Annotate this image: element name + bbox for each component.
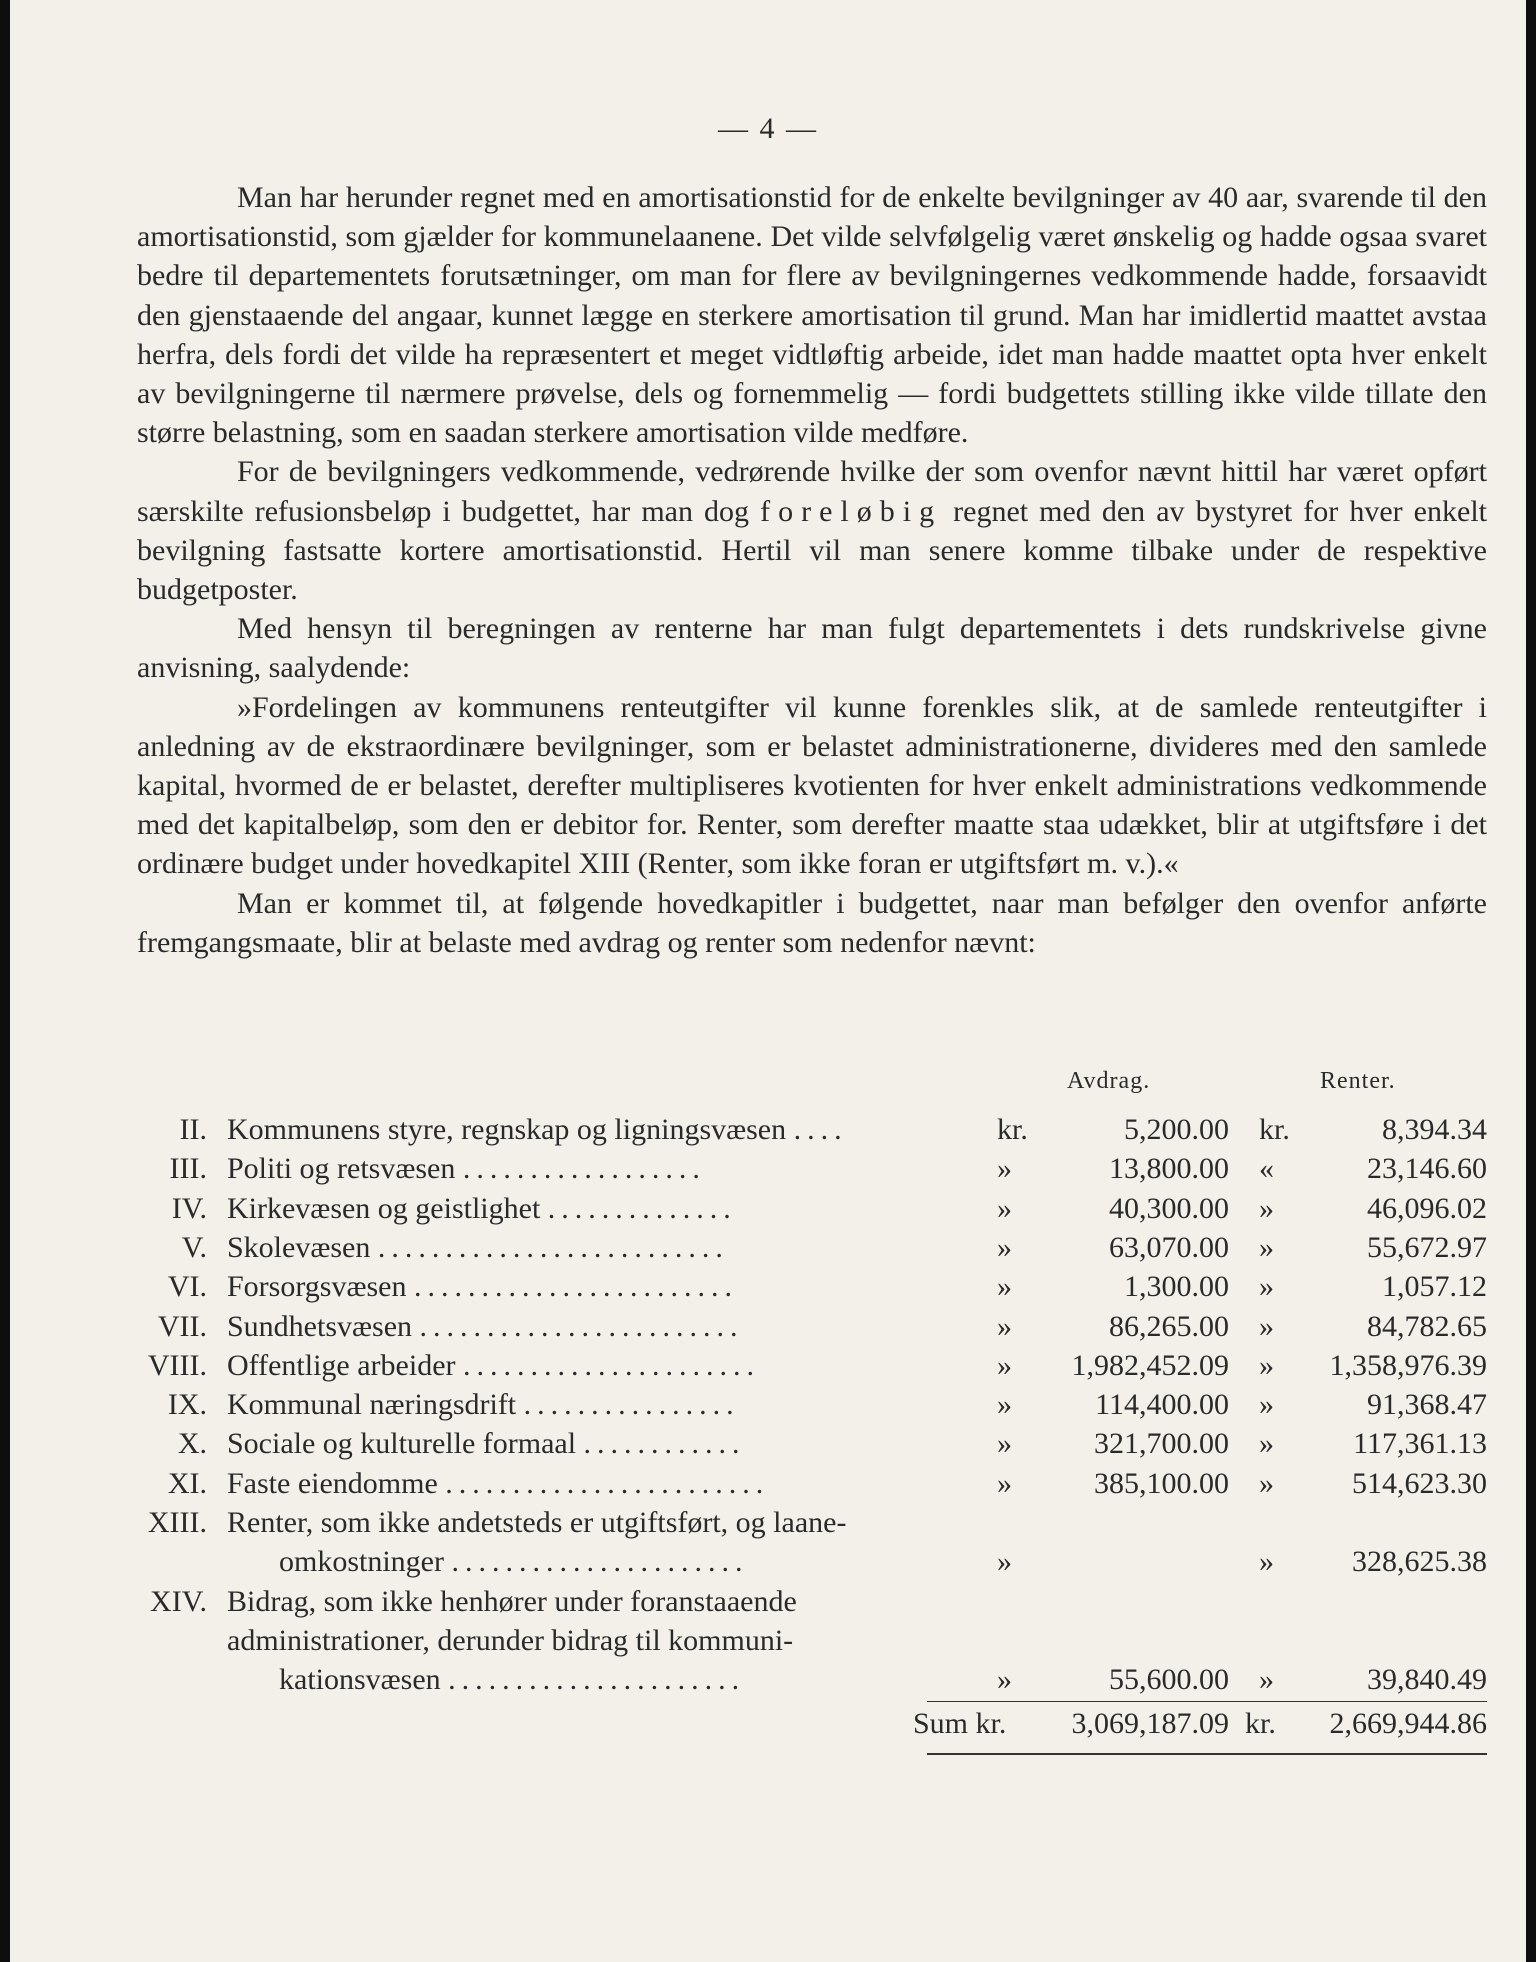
avdrag-value: 86,265.00 (1109, 1309, 1229, 1343)
avdrag-value: 1,300.00 (1124, 1270, 1229, 1304)
row-label (227, 1270, 827, 1304)
row-number: XIII. (147, 1506, 207, 1539)
row-label (227, 1231, 827, 1265)
row-label-text: Kommunal næringsdrift (227, 1388, 517, 1422)
page-number: — 4 — (718, 112, 818, 145)
body-text (137, 178, 1487, 962)
row-label (227, 1349, 827, 1383)
renter-value: 1,057.12 (1382, 1270, 1487, 1304)
renter-currency: kr. (1259, 1113, 1290, 1146)
leader-dots: .... (793, 1113, 848, 1146)
row-label: Renter, som ikke andetsteds er utgiftsført, og laane- (227, 1506, 847, 1539)
leader-dots: ........................ (419, 1309, 744, 1343)
row-number: III. (169, 1152, 207, 1186)
row-number: XI. (167, 1466, 207, 1500)
row-label: Bidrag, som ikke henhører under foranstaaende (227, 1584, 797, 1618)
spaced-emphasis: foreløbig (760, 494, 943, 528)
renter-currency: » (1259, 1427, 1274, 1461)
avdrag-value: 40,300.00 (1109, 1191, 1229, 1225)
document-page (10, 0, 1526, 1962)
sum-avdrag: 3,069,187.09 (1071, 1706, 1229, 1740)
renter-currency: » (1259, 1191, 1274, 1225)
column-header-avdrag: Avdrag. (1067, 1068, 1151, 1094)
renter-currency: » (1259, 1466, 1274, 1500)
row-label (227, 1310, 827, 1344)
paragraph-3: Med hensyn til beregningen av renterne har man fulgt departementets i dets rundskrivelse givne anvisning, saalydende: (137, 612, 1487, 685)
row-label-text: Forsorgsvæsen (227, 1270, 407, 1304)
avdrag-value: 63,070.00 (1109, 1230, 1229, 1264)
avdrag-currency: » (997, 1152, 1012, 1186)
renter-value: 1,358,976.39 (1329, 1348, 1487, 1382)
paragraph-2-start: For de bevilgningers vedkommende, vedrørende hvilke der som ovenfor nævnt hittil har været opført særskilte refusionsbeløp i budgettet, har man dog (137, 455, 1487, 528)
leader-dots: ............ (583, 1427, 746, 1461)
renter-value: 514,623.30 (1352, 1466, 1487, 1500)
paragraph-2 (137, 452, 1487, 609)
avdrag-value: 114,400.00 (1095, 1388, 1229, 1422)
renter-value: 23,146.60 (1367, 1152, 1487, 1186)
paragraph-2-end: regnet med den av bystyret for hver enkelt bevilgning fastsatte kortere amortisationstid. Hertil vil man senere komme tilbake under de respektive budgetposter. (137, 494, 1487, 607)
avdrag-currency: » (997, 1348, 1012, 1382)
row-label (227, 1113, 848, 1147)
row-label-text: Politi og retsvæsen (227, 1152, 456, 1186)
sum-rule-bottom (927, 1753, 1487, 1755)
renter-value: 39,840.49 (1367, 1663, 1487, 1697)
renter-currency: » (1259, 1388, 1274, 1422)
column-header-renter: Renter. (1320, 1068, 1396, 1094)
renter-value: 8,394.34 (1382, 1113, 1487, 1146)
avdrag-currency: » (997, 1230, 1012, 1264)
renter-currency: « (1259, 1152, 1274, 1186)
sum-renter-currency: kr. (1245, 1706, 1276, 1740)
quotation-paragraph: »Fordelingen av kommunens renteutgifter vil kunne forenkles slik, at de samlede renteutgifter i anledning av de ekstraordinære bevilgninger, som er belastet administrationerne, divideres med den samlede kapital, hvormed de er belastet, derefter multipliseres kvotienten for hver enkelt administrations vedkommende med det kapitalbeløp, som den er debitor for. Renter, som derefter maatte staa udækket, blir at utgiftsføre i det ordinære budget under hovedkapitel XIII (Renter, som ikke foran er utgiftsført m. v.).« (137, 690, 1487, 881)
row-number: VIII. (147, 1348, 207, 1382)
row-number: XIV. (150, 1584, 207, 1618)
row-label-line-2: administrationer, derunder bidrag til kommuni- (227, 1623, 794, 1657)
leader-dots: .......................... (377, 1230, 729, 1264)
renter-currency: » (1259, 1230, 1274, 1264)
row-number: IV. (171, 1191, 207, 1225)
leader-dots: .............. (547, 1191, 737, 1225)
renter-value: 84,782.65 (1367, 1309, 1487, 1343)
avdrag-value: 5,200.00 (1124, 1113, 1229, 1146)
row-label-text: Sundhetsvæsen (227, 1309, 413, 1343)
avdrag-value: 13,800.00 (1109, 1152, 1229, 1186)
avdrag-currency: » (997, 1191, 1012, 1225)
renter-value: 46,096.02 (1367, 1191, 1487, 1225)
leader-dots: .................. (462, 1152, 706, 1186)
avdrag-currency: » (997, 1388, 1012, 1422)
row-label-continuation (279, 1663, 829, 1697)
avdrag-value: 321,700.00 (1094, 1427, 1229, 1461)
sum-renter: 2,669,944.86 (1329, 1706, 1487, 1740)
row-label (227, 1192, 827, 1226)
row-label (227, 1467, 827, 1501)
sum-label: Sum kr. (913, 1706, 1007, 1740)
row-label-text: Offentlige arbeider (227, 1348, 456, 1382)
renter-value: 55,672.97 (1367, 1230, 1487, 1264)
leader-dots: ........................ (445, 1466, 770, 1500)
renter-currency: » (1259, 1348, 1274, 1382)
avdrag-value: 55,600.00 (1109, 1663, 1229, 1697)
row-label-text: omkostninger (279, 1545, 444, 1579)
sum-rule-top (927, 1701, 1487, 1702)
paragraph-5: Man er kommet til, at følgende hovedkapitler i budgettet, naar man befølger den ovenfor anførte fremgangsmaate, blir at belaste med avdrag og renter som nedenfor nævnt: (137, 886, 1487, 959)
row-number: V. (181, 1230, 207, 1264)
leader-dots: ................ (523, 1388, 740, 1422)
avdrag-value: 1,982,452.09 (1071, 1348, 1229, 1382)
row-label-text: Skolevæsen (227, 1230, 371, 1264)
row-label-text: Kommunens styre, regnskap og ligningsvæsen (227, 1113, 787, 1146)
avdrag-value: 385,100.00 (1094, 1466, 1229, 1500)
avdrag-currency: » (997, 1427, 1012, 1461)
leader-dots: ...................... (451, 1545, 749, 1579)
leader-dots: ...................... (448, 1663, 746, 1697)
avdrag-currency: » (997, 1466, 1012, 1500)
row-number: X. (177, 1427, 207, 1461)
leader-dots: ...................... (463, 1348, 761, 1382)
row-label (227, 1388, 827, 1422)
avdrag-currency: » (997, 1545, 1012, 1579)
avdrag-currency: » (997, 1309, 1012, 1343)
avdrag-currency: kr. (997, 1113, 1028, 1146)
row-number: VII. (157, 1309, 207, 1343)
renter-currency: » (1259, 1663, 1274, 1697)
renter-currency: » (1259, 1309, 1274, 1343)
avdrag-currency: » (997, 1270, 1012, 1304)
renter-currency: » (1259, 1545, 1274, 1579)
avdrag-currency: » (997, 1663, 1012, 1697)
paragraph-1: Man har herunder regnet med en amortisationstid for de enkelte bevilgninger av 40 aar, svarende til den amortisationstid, som gjælder for kommunelaanene. Det vilde selvfølgelig været ønskelig og hadde ogsaa svaret bedre til departementets forutsætninger, om man for flere av bevilgningernes vedkommende hadde, forsaavidt den gjenstaaende del angaar, kunnet lægge en sterkere amortisation til grund. Man har imidlertid maattet avstaa herfra, dels fordi det vilde ha repræsentert et meget vidtløftig arbeide, idet man hadde maattet opta hver enkelt av bevilgningerne til nærmere prøvelse, dels og fornemmelig — fordi budgettets stilling ikke vilde tillate den større belastning, som en saadan sterkere amortisation vilde medføre. (137, 181, 1487, 450)
row-number: II. (179, 1113, 207, 1146)
row-label-continuation (279, 1545, 829, 1579)
renter-value: 117,361.13 (1353, 1427, 1487, 1461)
row-label (227, 1152, 827, 1186)
renter-value: 328,625.38 (1352, 1545, 1487, 1579)
row-number: IX. (167, 1388, 207, 1422)
row-number: VI. (167, 1270, 207, 1304)
renter-currency: » (1259, 1270, 1274, 1304)
row-label-text: kationsvæsen (279, 1663, 441, 1697)
row-label-text: Faste eiendomme (227, 1466, 438, 1500)
row-label (227, 1427, 827, 1461)
row-label-text: Kirkevæsen og geistlighet (227, 1191, 541, 1225)
row-label-text: Sociale og kulturelle formaal (227, 1427, 577, 1461)
leader-dots: ........................ (413, 1270, 738, 1304)
renter-value: 91,368.47 (1367, 1388, 1487, 1422)
